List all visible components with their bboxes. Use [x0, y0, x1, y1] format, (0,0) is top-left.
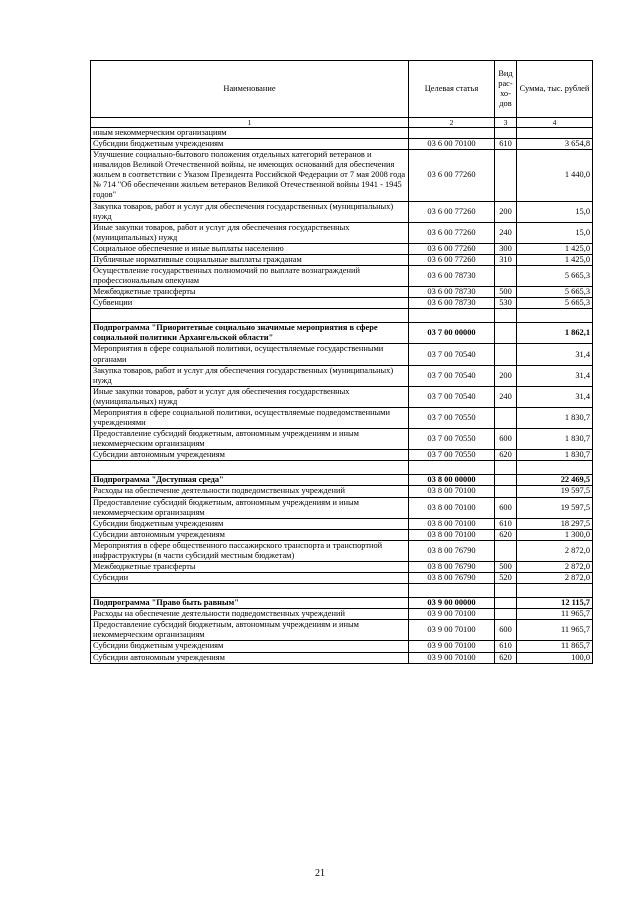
table-row: [91, 561, 593, 572]
table-header-row: [91, 61, 593, 118]
row-sum: 3 654,8: [517, 139, 593, 150]
row-expense-kind: 200: [495, 201, 517, 222]
row-name: Социальное обеспечение и иные выплаты населению: [91, 243, 409, 254]
row-sum: 1 440,0: [517, 150, 593, 201]
row-expense-kind: 610: [495, 641, 517, 652]
header-name: Наименование: [91, 61, 409, 118]
subprogram-row: [91, 323, 593, 344]
row-name: [91, 461, 409, 475]
row-article-code: 03 7 00 70540: [409, 344, 495, 365]
spacer-row: [91, 309, 593, 323]
row-expense-kind: 200: [495, 365, 517, 386]
row-sum: 11 965,7: [517, 609, 593, 620]
row-name: Осуществление государственных полномочий по выплате вознаграждений профессиональным опекунам: [91, 266, 409, 287]
row-name: иным некоммерческим организациям: [91, 128, 409, 139]
header-kind: Вид рас- хо- дов: [495, 61, 517, 118]
row-sum: 2 872,0: [517, 573, 593, 584]
row-expense-kind: [495, 309, 517, 323]
column-number-row: [91, 118, 593, 128]
row-expense-kind: 240: [495, 386, 517, 407]
row-article-code: 03 6 00 77260: [409, 243, 495, 254]
row-article-code: 03 6 00 78730: [409, 287, 495, 298]
row-sum: 1 830,7: [517, 429, 593, 450]
row-name: Субсидии автономным учреждениям: [91, 652, 409, 663]
row-expense-kind: [495, 584, 517, 598]
row-name: Субсидии автономным учреждениям: [91, 529, 409, 540]
table-row: [91, 365, 593, 386]
row-sum: 31,4: [517, 365, 593, 386]
row-expense-kind: [495, 598, 517, 609]
row-name: Субсидии бюджетным учреждениям: [91, 518, 409, 529]
row-sum: 1 300,0: [517, 529, 593, 540]
header-sum: Сумма, тыс. рублей: [517, 61, 593, 118]
row-sum: 12 115,7: [517, 598, 593, 609]
table-row: [91, 344, 593, 365]
table-row: [91, 497, 593, 518]
row-name: Подпрограмма "Приоритетные социально значимые мероприятия в сфере социальной политики Архангельской области": [91, 323, 409, 344]
row-article-code: 03 7 00 70540: [409, 386, 495, 407]
row-name: Подпрограмма "Право быть равным": [91, 598, 409, 609]
row-article-code: [409, 309, 495, 323]
subprogram-row: [91, 475, 593, 486]
row-name: Расходы на обеспечение деятельности подведомственных учреждений: [91, 609, 409, 620]
budget-table-sheet: [90, 60, 592, 664]
row-expense-kind: 610: [495, 518, 517, 529]
row-sum: 31,4: [517, 344, 593, 365]
row-expense-kind: 620: [495, 529, 517, 540]
row-article-code: 03 7 00 70550: [409, 407, 495, 428]
row-sum: 1 830,7: [517, 407, 593, 428]
header-article: Целевая статья: [409, 61, 495, 118]
row-article-code: 03 6 00 77260: [409, 150, 495, 201]
row-name: Подпрограмма "Доступная среда": [91, 475, 409, 486]
row-expense-kind: [495, 407, 517, 428]
table-row: [91, 620, 593, 641]
row-name: Межбюджетные трансферты: [91, 561, 409, 572]
row-name: Предоставление субсидий бюджетным, автономным учреждениям и иным некоммерческим организациям: [91, 620, 409, 641]
row-sum: 19 597,5: [517, 486, 593, 497]
row-name: Мероприятия в сфере социальной политики, осуществляемые подведомственными учреждениями: [91, 407, 409, 428]
row-expense-kind: [495, 150, 517, 201]
row-article-code: 03 9 00 70100: [409, 652, 495, 663]
row-article-code: 03 6 00 78730: [409, 266, 495, 287]
row-article-code: [409, 128, 495, 139]
row-name: Закупка товаров, работ и услуг для обеспечения государственных (муниципальных) нужд: [91, 365, 409, 386]
table-row: [91, 243, 593, 254]
row-sum: 5 665,3: [517, 266, 593, 287]
table-row: [91, 150, 593, 201]
row-expense-kind: [495, 486, 517, 497]
row-article-code: 03 8 00 00000: [409, 475, 495, 486]
column-number: 3: [495, 118, 517, 128]
row-expense-kind: 520: [495, 573, 517, 584]
row-article-code: 03 7 00 70550: [409, 429, 495, 450]
row-sum: 15,0: [517, 201, 593, 222]
table-row: [91, 450, 593, 461]
row-name: Публичные нормативные социальные выплаты гражданам: [91, 254, 409, 265]
row-article-code: 03 6 00 70100: [409, 139, 495, 150]
row-article-code: [409, 584, 495, 598]
row-expense-kind: 620: [495, 652, 517, 663]
row-sum: 11 965,7: [517, 620, 593, 641]
row-sum: 2 872,0: [517, 561, 593, 572]
row-article-code: 03 7 00 00000: [409, 323, 495, 344]
subprogram-row: [91, 598, 593, 609]
row-article-code: 03 9 00 70100: [409, 609, 495, 620]
row-article-code: 03 8 00 70100: [409, 497, 495, 518]
row-name: Субсидии бюджетным учреждениям: [91, 139, 409, 150]
column-number: 4: [517, 118, 593, 128]
table-row: [91, 266, 593, 287]
row-sum: 5 665,3: [517, 287, 593, 298]
row-expense-kind: 500: [495, 561, 517, 572]
row-article-code: 03 9 00 00000: [409, 598, 495, 609]
table-row: [91, 254, 593, 265]
table-row: [91, 573, 593, 584]
table-body: [91, 128, 593, 664]
row-article-code: 03 8 00 76790: [409, 561, 495, 572]
row-sum: 18 297,5: [517, 518, 593, 529]
row-name: Иные закупки товаров, работ и услуг для обеспечения государственных (муниципальных) нужд: [91, 222, 409, 243]
row-expense-kind: [495, 266, 517, 287]
row-expense-kind: 620: [495, 450, 517, 461]
row-article-code: [409, 461, 495, 475]
row-article-code: 03 9 00 70100: [409, 641, 495, 652]
row-article-code: 03 8 00 70100: [409, 486, 495, 497]
row-expense-kind: 600: [495, 620, 517, 641]
row-article-code: 03 8 00 70100: [409, 518, 495, 529]
table-row: [91, 652, 593, 663]
row-expense-kind: 600: [495, 497, 517, 518]
table-row: [91, 407, 593, 428]
row-expense-kind: [495, 475, 517, 486]
row-name: Улучшение социально-бытового положения отдельных категорий ветеранов и инвалидов Великой Отечественной войны, не имеющих оснований для обеспечения жильем в соответствии с Указом Президента Российской Федерации от 7 мая 2008 года № 714 "Об обеспечении жильем ветеранов Великой Отечественной войны 1941 - 1945 годов": [91, 150, 409, 201]
row-name: Субсидии бюджетным учреждениям: [91, 641, 409, 652]
row-sum: 31,4: [517, 386, 593, 407]
row-sum: 11 865,7: [517, 641, 593, 652]
row-name: Предоставление субсидий бюджетным, автономным учреждениям и иным некоммерческим организациям: [91, 429, 409, 450]
row-name: Предоставление субсидий бюджетным, автономным учреждениям и иным некоммерческим организациям: [91, 497, 409, 518]
row-expense-kind: [495, 461, 517, 475]
budget-table: [90, 60, 593, 664]
spacer-row: [91, 461, 593, 475]
row-article-code: 03 6 00 77260: [409, 222, 495, 243]
table-row: [91, 429, 593, 450]
column-number: 2: [409, 118, 495, 128]
row-article-code: 03 6 00 77260: [409, 201, 495, 222]
row-expense-kind: 610: [495, 139, 517, 150]
row-article-code: 03 7 00 70550: [409, 450, 495, 461]
row-article-code: 03 6 00 77260: [409, 254, 495, 265]
table-row: [91, 529, 593, 540]
row-sum: [517, 128, 593, 139]
table-row: [91, 641, 593, 652]
row-expense-kind: [495, 128, 517, 139]
column-number: 1: [91, 118, 409, 128]
row-sum: 15,0: [517, 222, 593, 243]
page-number: 21: [315, 868, 325, 879]
row-name: Субсидии: [91, 573, 409, 584]
row-article-code: 03 7 00 70540: [409, 365, 495, 386]
table-row: [91, 222, 593, 243]
table-row: [91, 128, 593, 139]
row-name: Мероприятия в сфере социальной политики, осуществляемые государственными органами: [91, 344, 409, 365]
row-expense-kind: [495, 344, 517, 365]
row-article-code: 03 8 00 76790: [409, 540, 495, 561]
row-expense-kind: 500: [495, 287, 517, 298]
row-name: Субсидии автономным учреждениям: [91, 450, 409, 461]
table-row: [91, 287, 593, 298]
table-row: [91, 486, 593, 497]
row-expense-kind: [495, 323, 517, 344]
row-sum: [517, 309, 593, 323]
row-sum: [517, 584, 593, 598]
row-sum: [517, 461, 593, 475]
row-sum: 2 872,0: [517, 540, 593, 561]
row-expense-kind: 600: [495, 429, 517, 450]
row-name: Иные закупки товаров, работ и услуг для обеспечения государственных (муниципальных) нужд: [91, 386, 409, 407]
row-article-code: 03 9 00 70100: [409, 620, 495, 641]
table-row: [91, 139, 593, 150]
table-row: [91, 540, 593, 561]
row-expense-kind: 240: [495, 222, 517, 243]
row-article-code: 03 8 00 70100: [409, 529, 495, 540]
row-expense-kind: 300: [495, 243, 517, 254]
row-name: Мероприятия в сфере общественного пассажирского транспорта и транспортной инфраструктуры (в части субсидий местным бюджетам): [91, 540, 409, 561]
row-sum: 1 425,0: [517, 243, 593, 254]
row-expense-kind: [495, 540, 517, 561]
row-sum: 22 469,5: [517, 475, 593, 486]
row-name: [91, 309, 409, 323]
row-name: Межбюджетные трансферты: [91, 287, 409, 298]
row-name: Расходы на обеспечение деятельности подведомственных учреждений: [91, 486, 409, 497]
row-name: [91, 584, 409, 598]
table-row: [91, 386, 593, 407]
spacer-row: [91, 584, 593, 598]
table-row: [91, 609, 593, 620]
table-row: [91, 201, 593, 222]
row-sum: 100,0: [517, 652, 593, 663]
row-sum: 1 830,7: [517, 450, 593, 461]
table-row: [91, 518, 593, 529]
row-sum: 19 597,5: [517, 497, 593, 518]
row-sum: 5 665,3: [517, 298, 593, 309]
row-article-code: 03 8 00 76790: [409, 573, 495, 584]
row-expense-kind: [495, 609, 517, 620]
row-expense-kind: 310: [495, 254, 517, 265]
row-name: Субвенции: [91, 298, 409, 309]
row-expense-kind: 530: [495, 298, 517, 309]
row-name: Закупка товаров, работ и услуг для обеспечения государственных (муниципальных) нужд: [91, 201, 409, 222]
table-row: [91, 298, 593, 309]
row-sum: 1 862,1: [517, 323, 593, 344]
row-article-code: 03 6 00 78730: [409, 298, 495, 309]
row-sum: 1 425,0: [517, 254, 593, 265]
